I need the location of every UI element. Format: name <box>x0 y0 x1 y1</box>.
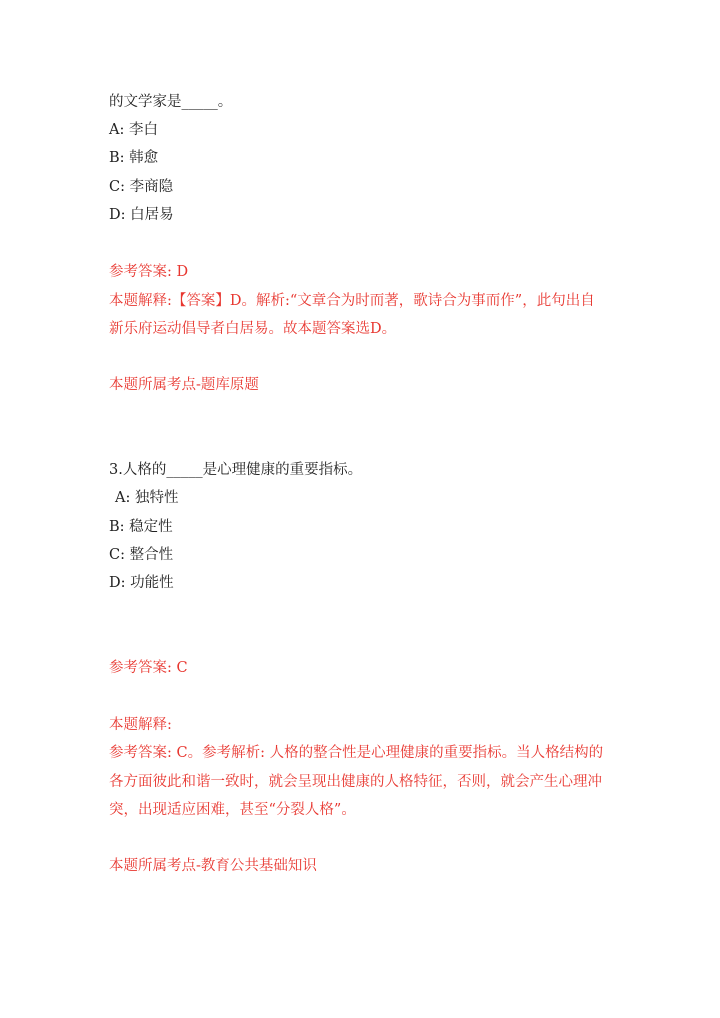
q3-topic: 本题所属考点-教育公共基础知识 <box>109 858 317 874</box>
q3-answer: 参考答案: C <box>109 660 188 676</box>
q2-option-d: D: 白居易 <box>109 207 174 223</box>
q3-option-c: C: 整合性 <box>109 547 174 563</box>
q2-option-c: C: 李商隐 <box>109 179 174 195</box>
q2-stem: 的文学家是_____。 <box>109 94 233 110</box>
q2-option-b: B: 韩愈 <box>109 150 159 166</box>
q2-topic: 本题所属考点-题库原题 <box>109 377 259 393</box>
q3-stem: 3.人格的_____是心理健康的重要指标。 <box>109 462 363 478</box>
q3-option-d: D: 功能性 <box>109 575 174 591</box>
q2-explanation-line-1: 本题解释:【答案】D。解析:“文章合为时而著，歌诗合为事而作”，此句出自 <box>109 293 595 309</box>
q3-explanation-line-1: 参考答案: C。参考解析: 人格的整合性是心理健康的重要指标。当人格结构的 <box>109 745 604 761</box>
q2-explanation-line-2: 新乐府运动倡导者白居易。故本题答案选D。 <box>109 321 397 337</box>
q3-explanation-line-2: 各方面彼此和谐一致时，就会呈现出健康的人格特征，否则，就会产生心理冲 <box>109 774 602 790</box>
q3-option-b: B: 稳定性 <box>109 519 173 535</box>
q3-explanation-label: 本题解释: <box>109 717 172 733</box>
q2-answer: 参考答案: D <box>109 264 189 280</box>
q3-option-a: A: 独特性 <box>115 490 179 506</box>
q3-explanation-line-3: 突，出现适应困难，甚至“分裂人格”。 <box>109 802 356 818</box>
q2-option-a: A: 李白 <box>109 122 158 138</box>
